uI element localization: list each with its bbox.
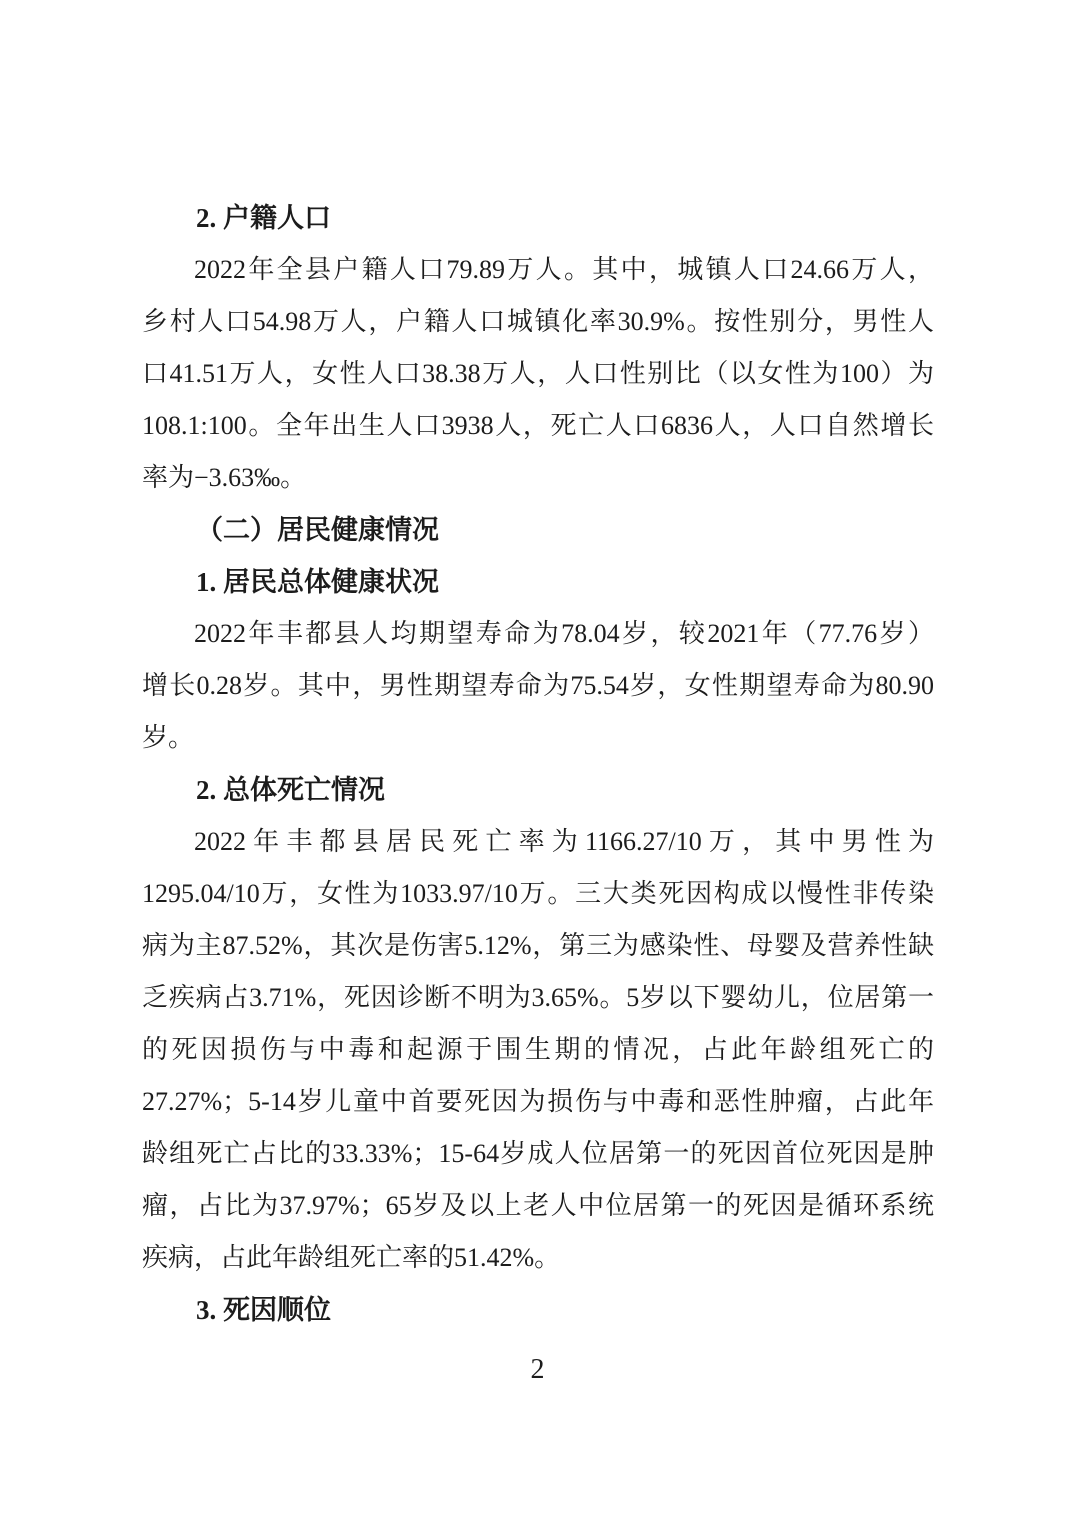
heading-cause-of-death-ranking: 3. 死因顺位 [196,1295,331,1325]
paragraph-mortality-line: 龄组死亡占比的33.33%；15-64岁成人位居第一的死因首位死因是肿 [142,1139,934,1168]
heading-overall-health-status: 1. 居民总体健康状况 [196,567,439,597]
heading-resident-health-section: （二）居民健康情况 [196,515,439,545]
paragraph-mortality-line: 乏疾病占3.71%，死因诊断不明为3.65%。5岁以下婴幼儿，位居第一 [142,983,934,1012]
heading-overall-death-situation: 2. 总体死亡情况 [196,775,385,805]
page-number: 2 [530,1354,545,1385]
heading-registered-population: 2. 户籍人口 [196,203,331,233]
paragraph-mortality-line: 疾病，占此年龄组死亡率的51.42%。 [142,1243,561,1272]
paragraph-registered-population-line: 乡村人口54.98万人，户籍人口城镇化率30.9%。按性别分，男性人 [142,307,934,336]
paragraph-registered-population-line: 108.1:100。全年出生人口3938人，死亡人口6836人，人口自然增长 [142,411,934,440]
paragraph-life-expectancy-line: 2022年丰都县人均期望寿命为78.04岁，较2021年（77.76岁） [194,619,934,648]
paragraph-registered-population-line: 率为−3.63‰。 [142,463,307,492]
paragraph-mortality-line: 27.27%；5-14岁儿童中首要死因为损伤与中毒和恶性肿瘤，占此年 [142,1087,934,1116]
paragraph-mortality-line: 2022年丰都县居民死亡率为1166.27/10万，其中男性为 [194,827,934,856]
paragraph-registered-population-line: 2022年全县户籍人口79.89万人。其中，城镇人口24.66万人， [194,255,934,284]
paragraph-life-expectancy-line: 增长0.28岁。其中，男性期望寿命为75.54岁，女性期望寿命为80.90 [142,671,934,700]
paragraph-life-expectancy-line: 岁。 [142,723,195,752]
paragraph-mortality-line: 瘤，占比为37.97%；65岁及以上老人中位居第一的死因是循环系统 [142,1191,934,1220]
paragraph-mortality-line: 1295.04/10万，女性为1033.97/10万。三大类死因构成以慢性非传染 [142,879,934,908]
paragraph-registered-population-line: 口41.51万人，女性人口38.38万人，人口性别比（以女性为100）为 [142,359,934,388]
paragraph-mortality-line: 的死因损伤与中毒和起源于围生期的情况，占此年龄组死亡的 [142,1035,934,1064]
paragraph-mortality-line: 病为主87.52%，其次是伤害5.12%，第三为感染性、母婴及营养性缺 [142,931,934,960]
document-body [142,192,934,1336]
